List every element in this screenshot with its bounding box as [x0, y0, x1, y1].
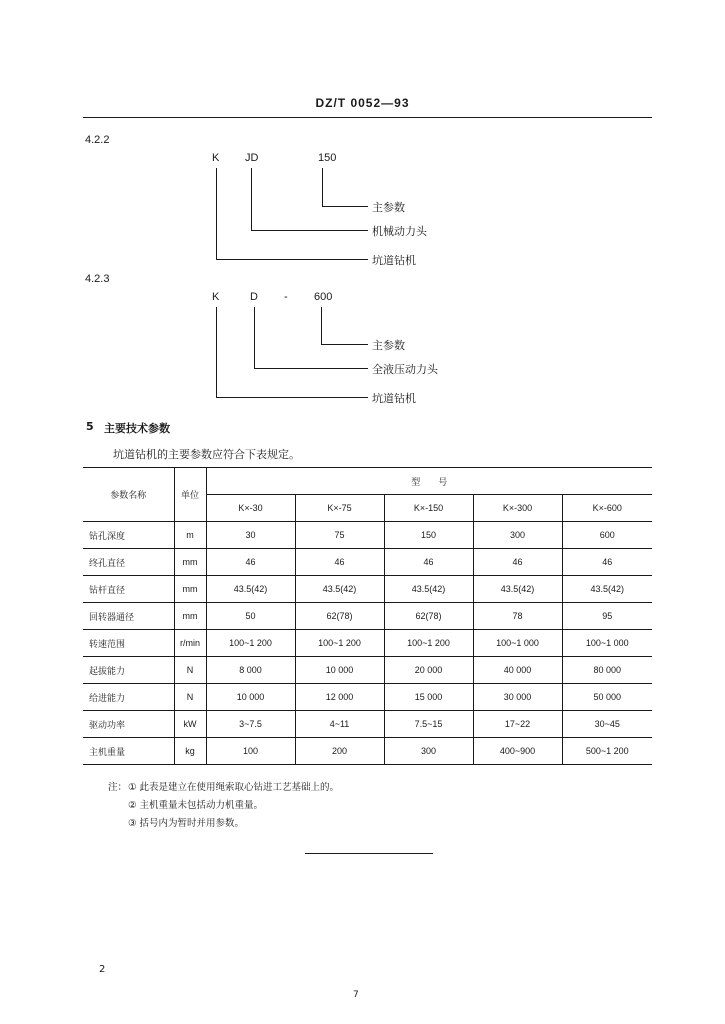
value-cell: 62(78) [384, 603, 473, 630]
value-cell: 46 [206, 549, 295, 576]
value-cell: 100~1 000 [562, 630, 652, 657]
value-cell: 43.5(42) [562, 576, 652, 603]
value-cell: 43.5(42) [206, 576, 295, 603]
label-main-parameter: 主参数 [372, 201, 405, 214]
param-name-cell: 钻孔深度 [83, 522, 174, 549]
note-item: ② 主机重量未包括动力机重量。 [128, 800, 264, 811]
label-tunnel-drill: 坑道钻机 [372, 254, 416, 267]
value-cell: 100~1 000 [473, 630, 562, 657]
model-letter-k: K [212, 291, 220, 303]
value-cell: 40 000 [473, 657, 562, 684]
unit-cell: N [174, 657, 206, 684]
table-row [83, 711, 652, 738]
value-cell: 17~22 [473, 711, 562, 738]
column-header-model: 型 号 [206, 468, 652, 495]
value-cell: 20 000 [384, 657, 473, 684]
value-cell: 30 [206, 522, 295, 549]
model-letter-k: K [212, 152, 220, 164]
value-cell: 46 [473, 549, 562, 576]
model-header: K×-75 [295, 495, 384, 522]
value-cell: 10 000 [206, 684, 295, 711]
value-cell: 80 000 [562, 657, 652, 684]
value-cell: 46 [562, 549, 652, 576]
table-row [83, 576, 652, 603]
model-letter-d: D [250, 291, 258, 303]
notes-prefix: 注： [108, 782, 128, 793]
value-cell: 100 [206, 738, 295, 765]
unit-cell: r/min [174, 630, 206, 657]
value-cell: 30~45 [562, 711, 652, 738]
value-cell: 300 [473, 522, 562, 549]
value-cell: 150 [384, 522, 473, 549]
clause-number: 4.2.3 [85, 273, 110, 285]
unit-cell: m [174, 522, 206, 549]
value-cell: 7.5~15 [384, 711, 473, 738]
value-cell: 46 [295, 549, 384, 576]
clause-number: 4.2.2 [85, 134, 110, 146]
label-hydraulic-power-head: 全液压动力头 [372, 363, 438, 376]
value-cell: 8 000 [206, 657, 295, 684]
value-cell: 50 [206, 603, 295, 630]
value-cell: 500~1 200 [562, 738, 652, 765]
model-letter-param: 600 [314, 291, 333, 303]
table-row [83, 657, 652, 684]
column-header-param: 参数名称 [83, 468, 174, 522]
param-name-cell: 终孔直径 [83, 549, 174, 576]
param-name-cell: 转速范围 [83, 630, 174, 657]
unit-cell: kg [174, 738, 206, 765]
label-main-parameter: 主参数 [372, 339, 405, 352]
model-header: K×-150 [384, 495, 473, 522]
param-name-cell: 主机重量 [83, 738, 174, 765]
value-cell: 300 [384, 738, 473, 765]
model-letter-dash: - [284, 291, 288, 303]
header-rule [83, 117, 652, 118]
table-row [83, 522, 652, 549]
param-name-cell: 给进能力 [83, 684, 174, 711]
label-mechanical-power-head: 机械动力头 [372, 225, 427, 238]
value-cell: 400~900 [473, 738, 562, 765]
table-row [83, 738, 652, 765]
value-cell: 100~1 200 [206, 630, 295, 657]
value-cell: 62(78) [295, 603, 384, 630]
model-letter-jd: JD [245, 152, 259, 164]
value-cell: 100~1 200 [384, 630, 473, 657]
value-cell: 12 000 [295, 684, 384, 711]
model-header: K×-300 [473, 495, 562, 522]
param-name-cell: 钻杆直径 [83, 576, 174, 603]
model-header: K×-30 [206, 495, 295, 522]
value-cell: 46 [384, 549, 473, 576]
table-row [83, 549, 652, 576]
value-cell: 75 [295, 522, 384, 549]
bottom-mark: 7 [353, 990, 359, 1000]
section-number: 5 [86, 420, 94, 433]
section-title: 主要技术参数 [104, 422, 170, 435]
value-cell: 30 000 [473, 684, 562, 711]
unit-cell: mm [174, 549, 206, 576]
unit-cell: kW [174, 711, 206, 738]
technical-parameter-table [83, 467, 652, 765]
value-cell: 95 [562, 603, 652, 630]
value-cell: 43.5(42) [473, 576, 562, 603]
model-header: K×-600 [562, 495, 652, 522]
table-row [83, 630, 652, 657]
unit-cell: mm [174, 576, 206, 603]
value-cell: 4~11 [295, 711, 384, 738]
param-name-cell: 驱动功率 [83, 711, 174, 738]
note-item: ① 此表是建立在使用绳索取心钻进工艺基础上的。 [128, 782, 340, 793]
value-cell: 200 [295, 738, 384, 765]
unit-cell: mm [174, 603, 206, 630]
value-cell: 43.5(42) [295, 576, 384, 603]
model-letter-param: 150 [318, 152, 337, 164]
value-cell: 10 000 [295, 657, 384, 684]
note-item: ③ 括号内为暂时并用参数。 [128, 818, 245, 829]
table-row [83, 684, 652, 711]
value-cell: 15 000 [384, 684, 473, 711]
unit-cell: N [174, 684, 206, 711]
value-cell: 78 [473, 603, 562, 630]
column-header-unit: 单位 [174, 468, 206, 522]
value-cell: 600 [562, 522, 652, 549]
value-cell: 100~1 200 [295, 630, 384, 657]
param-name-cell: 起拔能力 [83, 657, 174, 684]
value-cell: 43.5(42) [384, 576, 473, 603]
end-rule [305, 853, 433, 854]
label-tunnel-drill: 坑道钻机 [372, 392, 416, 405]
value-cell: 50 000 [562, 684, 652, 711]
value-cell: 3~7.5 [206, 711, 295, 738]
section-intro: 坑道钻机的主要参数应符合下表规定。 [113, 448, 300, 461]
standard-code-header: DZ/T 0052—93 [315, 96, 410, 110]
page-number: 2 [99, 964, 106, 975]
param-name-cell: 回转器通径 [83, 603, 174, 630]
table-row [83, 603, 652, 630]
